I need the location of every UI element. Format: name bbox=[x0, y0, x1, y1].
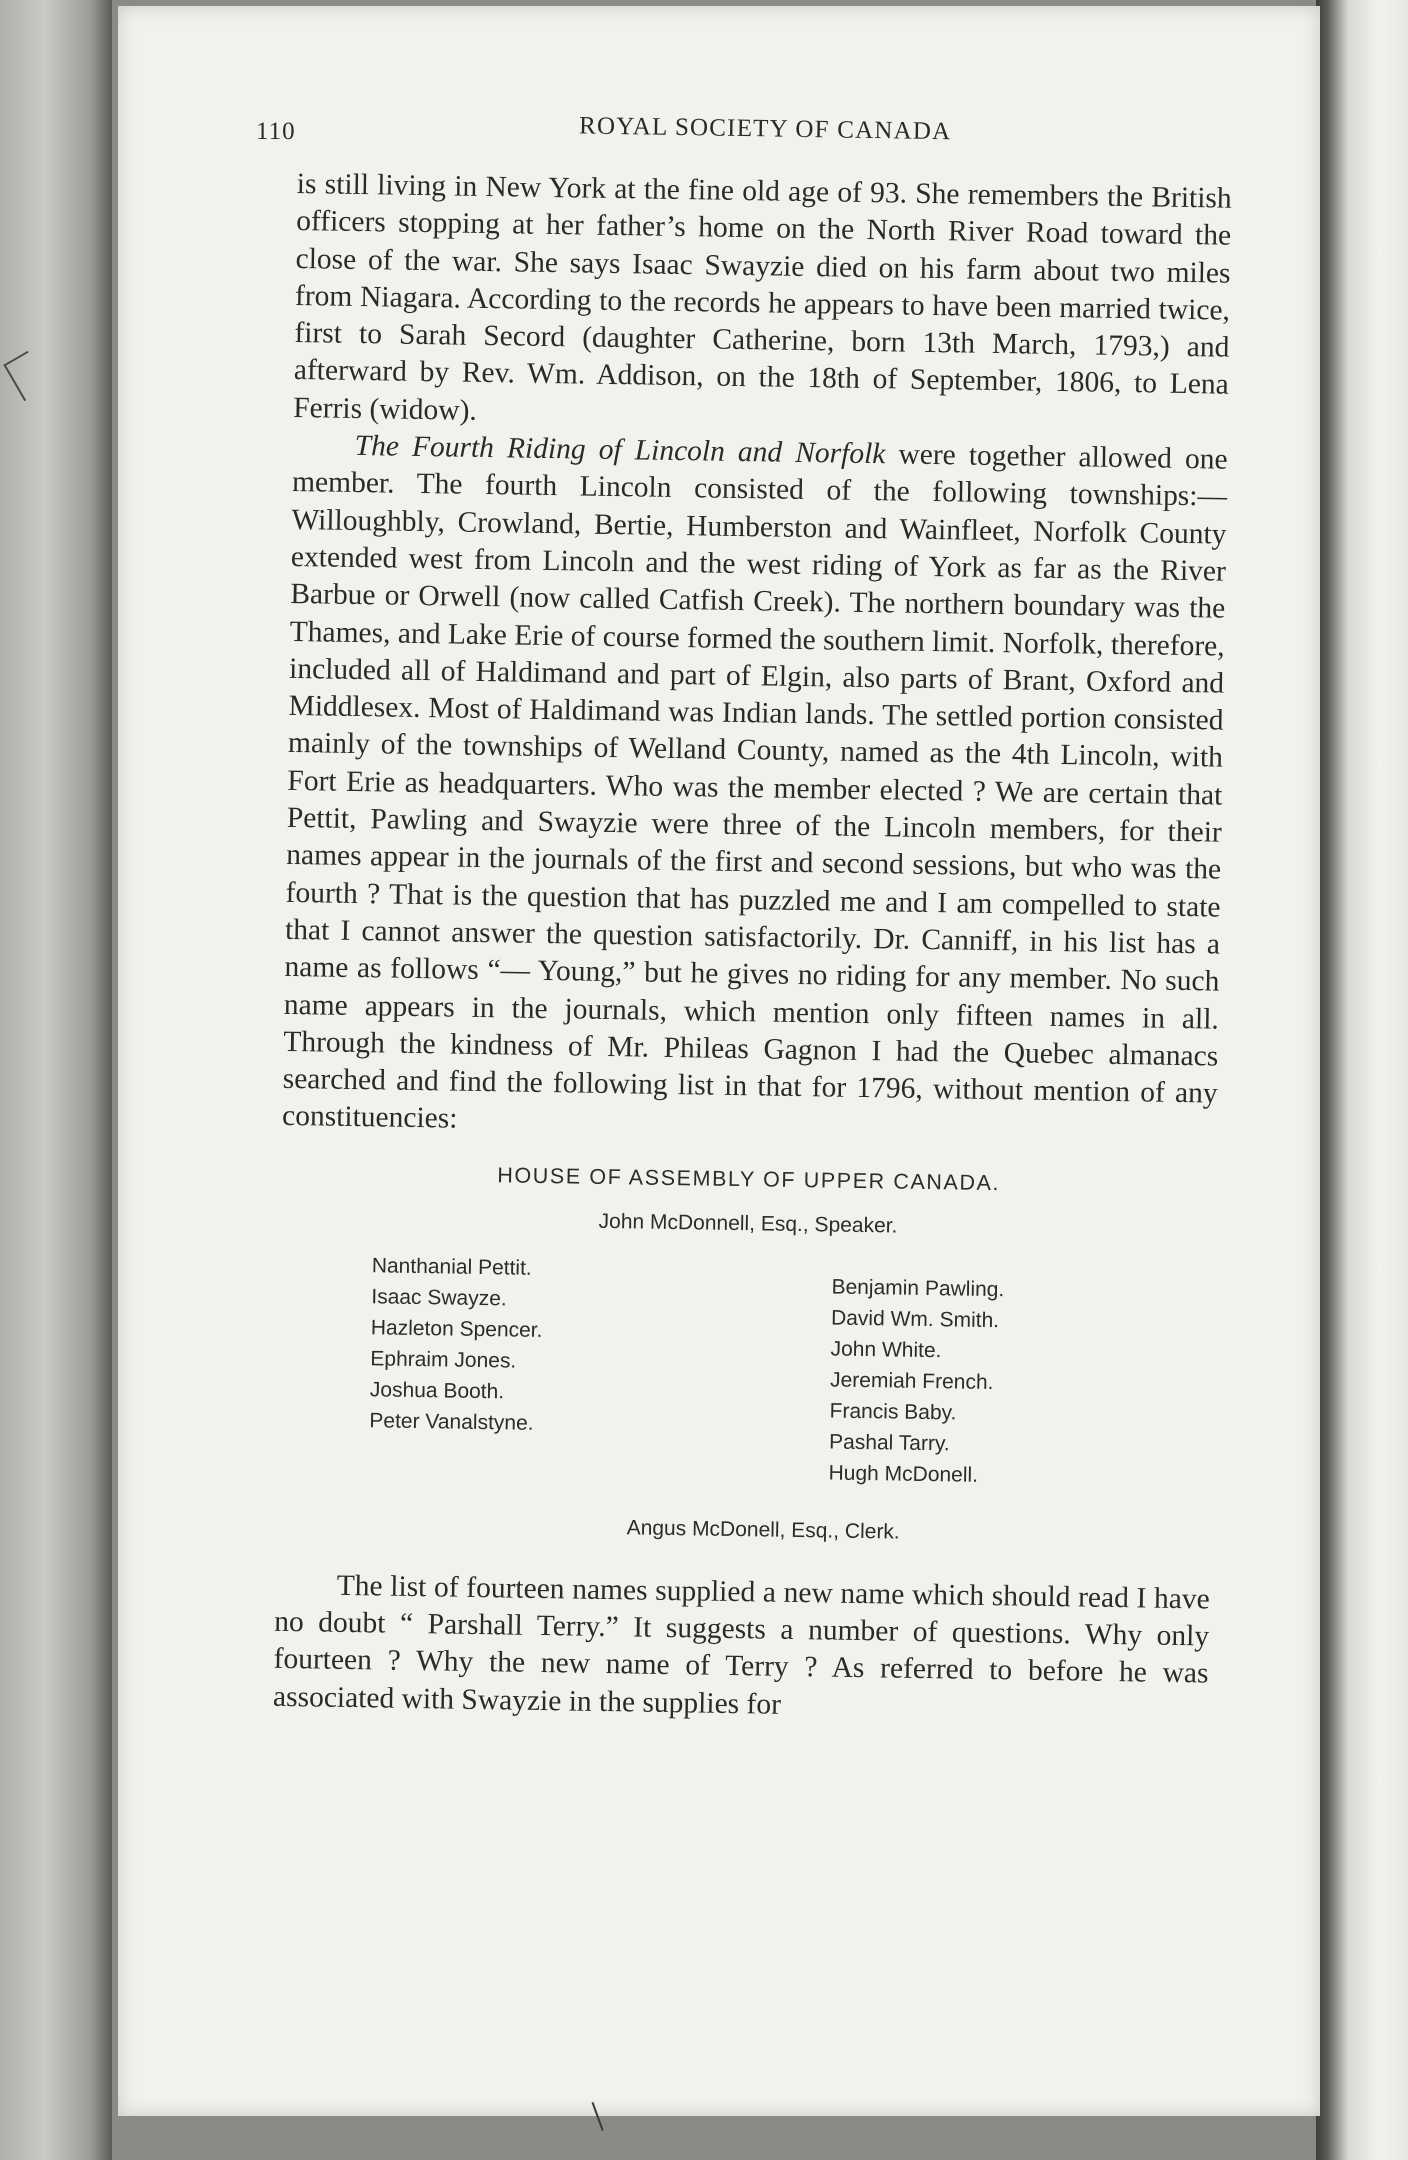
member-name: Joshua Booth. bbox=[369, 1378, 505, 1404]
member-name: Ephraim Jones. bbox=[370, 1347, 517, 1373]
members-right-column bbox=[828, 1271, 1004, 1491]
body-text bbox=[282, 166, 1232, 1150]
running-head-title: ROYAL SOCIETY OF CANADA bbox=[578, 112, 952, 146]
member-name: Peter Vanalstyne. bbox=[369, 1409, 534, 1435]
assembly-clerk: Angus McDonell, Esq., Clerk. bbox=[626, 1516, 900, 1544]
paragraph-2 bbox=[282, 427, 1228, 1150]
member-name: Nanthanial Pettit. bbox=[371, 1254, 532, 1280]
member-name: Francis Baby. bbox=[829, 1399, 957, 1425]
member-name: Hugh McDonell. bbox=[828, 1461, 979, 1487]
member-name: Benjamin Pawling. bbox=[831, 1275, 1005, 1301]
paragraph-2-lead: The Fourth Riding of Lincoln and Norfolk bbox=[354, 430, 886, 471]
members-table bbox=[276, 1249, 1215, 1524]
book-binding-right bbox=[1316, 0, 1408, 2160]
paragraph-3: The list of fourteen names supplied a new name which should read I have no doubt “ Parshall Terry.” It suggests a number of questions. Why only fourteen ? Why the new name of Terry ? As referred to before he was associated with Swayzie in the supplies for bbox=[272, 1569, 1210, 1721]
page-number: 110 bbox=[256, 118, 296, 145]
assembly-list bbox=[276, 1160, 1217, 1550]
page-content bbox=[273, 108, 1233, 1730]
member-name: Pashal Tarry. bbox=[828, 1430, 950, 1456]
member-name: Isaac Swayze. bbox=[371, 1285, 507, 1311]
member-name: David Wm. Smith. bbox=[830, 1306, 1000, 1332]
assembly-speaker: John McDonnell, Esq., Speaker. bbox=[598, 1209, 898, 1238]
closing-text bbox=[273, 1567, 1210, 1731]
paragraph-2-text: were together allowed one member. The fourth Lincoln consisted of the following townships:—Willoughbly, Crowland, Bertie, Humberston and Wainfleet, Norfolk County extended west from Lincoln and the west riding of York as far as the River Barbue or Orwell (now called Catfish Creek). The northern boundary was the Thames, and Lake Erie of course formed the southern limit. Norfolk, therefore, included all of Haldimand and part of Elgin, also parts of Brant, Oxford and Middlesex. Most of Haldimand was Indian lands. The settled portion consisted mainly of the townships of Welland County, named as the 4th Lincoln, with Fort Erie as headquarters. Who was the member elected ? We are certain that Pettit, Pawling and Swayzie were three of the Lincoln members, for their names appear in the journals of the first and second sessions, but who was the fourth ? That is the question that has puzzled me and I am compelled to state that I cannot answer the question satisfactorily. Dr. Canniff, in his list has a name as follows “— Young,” but he gives no riding for any member. No such name appears in the journals, which mention only fifteen names in all. Through the kindness of Mr. Phileas Gagnon I had the Quebec almanacs searched and find the following list in that for 1796, without mention of any constituencies: bbox=[281, 438, 1228, 1136]
member-name: Jeremiah French. bbox=[829, 1368, 994, 1394]
member-name: Hazleton Spencer. bbox=[370, 1316, 543, 1342]
book-page bbox=[118, 6, 1320, 2116]
paragraph-1: is still living in New York at the fine old age of 93. She remembers the British officers stopping at her father’s home on the North River Road toward the close of the war. She says Isaac Swayzie died on his farm about two miles from Niagara. According to the records he appears to have been married twice, first to Sarah Secord (daughter Catherine, born 13th March, 1793,) and afterward by Rev. Wm. Addison, on the 18th of September, 1806, to Lena Ferris (widow). bbox=[293, 167, 1232, 427]
member-name: John White. bbox=[830, 1337, 942, 1362]
members-left-column bbox=[369, 1250, 544, 1439]
book-binding-left bbox=[0, 0, 112, 2160]
assembly-title: HOUSE OF ASSEMBLY OF UPPER CANADA. bbox=[497, 1162, 1001, 1195]
